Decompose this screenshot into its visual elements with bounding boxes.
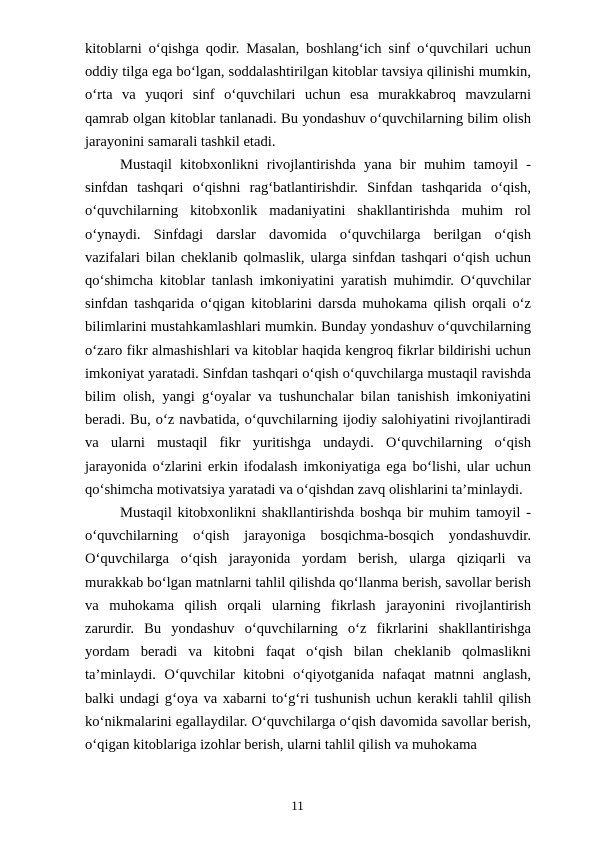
paragraph-3: Mustaqil kitobxonlikni shakllantirishda boshqa bir muhim tamoyil - o‘quvchilarning o‘qish jarayoniga bosqichma-bosqich yondashuvdir. O‘quvchilarga o‘qish jarayonida yordam berish, ularga qiziqarli va murakkab bo‘lgan matnlarni tahlil qilishda qo‘llanma berish, savollar berish va muhokama qilish orqali ularning fikrlash jarayonini rivojlantirish zarurdir. Bu yondashuv o‘quvchilarning o‘z fikrlarini shakllantirishga yordam beradi va kitobni faqat o‘qish bilan cheklanib qolmaslikni ta’minlaydi. O‘quvchilar kitobni o‘qiyotganida nafaqat matnni anglash, balki undagi g‘oya va xabarni to‘g‘ri tushunish uchun kerakli tahlil qilish ko‘nikmalarini egallaydilar. O‘quvchilarga o‘qish davomida savollar berish, o‘qigan kitoblariga izohlar berish, ularni tahlil qilish va muhokama xyxy=(85,505,531,754)
page-number: 11 xyxy=(291,798,304,813)
paragraph-1: kitoblarni o‘qishga qodir. Masalan, boshlang‘ich sinf o‘quvchilari uchun oddiy tilga ega bo‘lgan, soddalashtirilgan kitoblar tavsiya qilinishi mumkin, o‘rta va yuqori sinf o‘quvchilari uchun esa murakkabroq mavzularni qamrab olgan kitoblar tanlanadi. Bu yondashuv o‘quvchilarning bilim olish jarayonini samarali tashkil etadi. xyxy=(85,41,531,150)
paragraph-2: Mustaqil kitobxonlikni rivojlantirishda yana bir muhim tamoyil - sinfdan tashqari o‘qishni rag‘batlantirishdir. Sinfdan tashqarida o‘qish, o‘quvchilarning kitobxonlik madaniyatini shakllantirishda muhim rol o‘ynaydi. Sinfdagi darslar davomida o‘quvchilarga berilgan o‘qish vazifalari bilan cheklanib qolmaslik, ularga sinfdan tashqari o‘qish uchun qo‘shimcha kitoblar tanlash imkoniyatini yaratish muhimdir. O‘quvchilar sinfdan tashqarida o‘qigan kitoblarini darsda muhokama qilish orqali o‘z bilimlarini mustahkamlashlari mumkin. Bunday yondashuv o‘quvchilarning o‘zaro fikr almashishlari va kitoblar haqida kengroq fikrlar bildirishi uchun imkoniyat yaratadi. Sinfdan tashqari o‘qish o‘quvchilarga mustaqil ravishda bilim olish, yangi g‘oyalar va tushunchalar bilan tanishish imkoniyatini beradi. Bu, o‘z navbatida, o‘quvchilarning ijodiy salohiyatini rivojlantiradi va ularni mustaqil fikr yuritishga undaydi. O‘quvchilarning o‘qish jarayonida o‘zlarini erkin ifodalash imkoniyatiga ega bo‘lishi, ular uchun qo‘shimcha motivatsiya yaratadi va o‘qishdan zavq olishlarini ta’minlaydi. xyxy=(85,157,531,498)
page-body xyxy=(85,38,531,757)
